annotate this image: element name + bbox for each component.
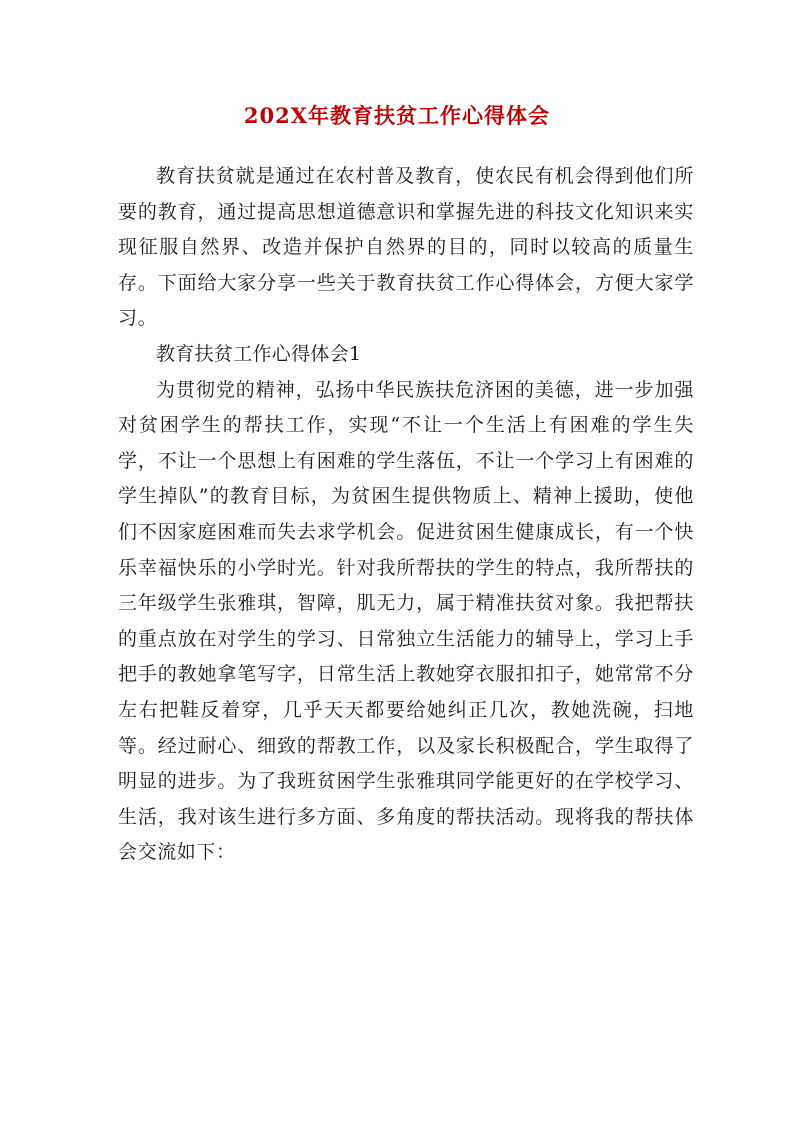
document-title: 202X年教育扶贫工作心得体会 (243, 103, 551, 128)
intro-paragraph: 教育扶贫就是通过在农村普及教育，使农民有机会得到他们所要的教育，通过提高思想道德意识和掌握先进的科技文化知识来实现征服自然界、改造并保护自然界的目的，同时以较高的质量生存。下面给大家分享一些关于教育扶贫工作心得体会，方便大家学习。 (118, 165, 694, 330)
section-heading: 教育扶贫工作心得体会1 (156, 342, 362, 365)
document-body (118, 159, 694, 871)
body-paragraph: 为贯彻党的精神，弘扬中华民族扶危济困的美德，进一步加强对贫困学生的帮扶工作，实现“不让一个生活上有困难的学生失学，不让一个思想上有困难的学生落伍，不让一个学习上有困难的学生掉队”的教育目标，为贫困生提供物质上、精神上援助，使他们不因家庭困难而失去求学机会。促进贫困生健康成长，有一个快乐幸福快乐的小学时光。针对我所帮扶的学生的特点，我所帮扶的三年级学生张雅琪，智障，肌无力，属于精准扶贫对象。我把帮扶的重点放在对学生的学习、日常独立生活能力的辅导上，学习上手把手的教她拿笔写字，日常生活上教她穿衣服扣扣子，她常常不分左右把鞋反着穿，几乎天天都要给她纠正几次，教她洗碗，扫地等。经过耐心、细致的帮教工作，以及家长积极配合，学生取得了明显的进步。为了我班贫困学生张雅琪同学能更好的在学校学习、生活，我对该生进行多方面、多角度的帮扶活动。现将我的帮扶体会交流如下： (118, 378, 694, 864)
